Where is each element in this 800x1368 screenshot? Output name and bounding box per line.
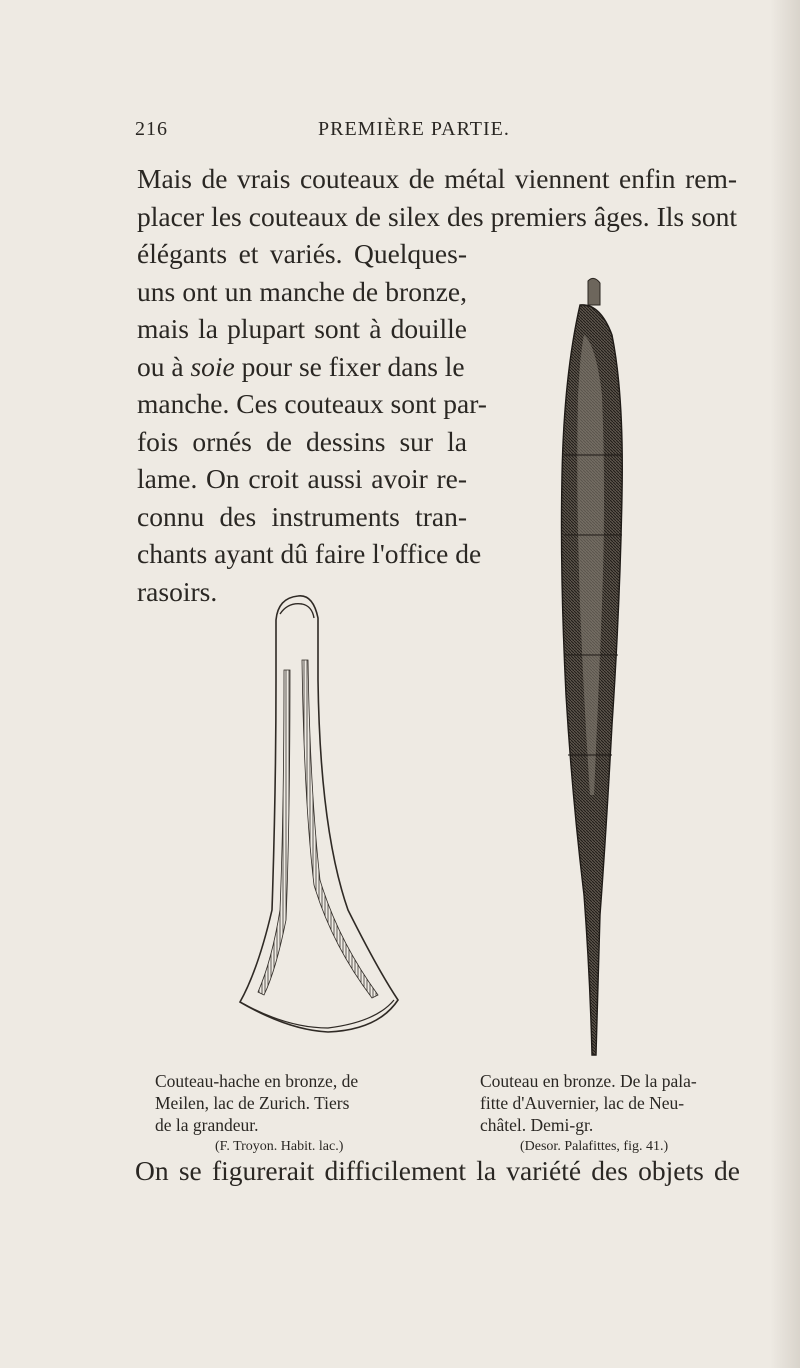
caption-line: fitte d'Auvernier, lac de Neu- [480,1093,685,1113]
page-edge-shadow [770,0,800,1368]
text-line: Mais de vrais couteaux de métal viennent enfin rem- [137,163,737,194]
text-line: mais la plupart sont à douille [137,313,467,344]
bronze-knife-illustration [550,275,640,1065]
text-line: chants ayant dû faire l'office de [137,538,482,569]
page-header [135,118,735,148]
caption-source: (Desor. Palafittes, fig. 41.) [520,1139,669,1154]
italic-term-soie: soie [190,350,235,382]
text-fragment: pour se fixer dans le [234,350,465,382]
text-line: rasoirs. [137,575,218,607]
figure-caption-left [155,1070,455,1158]
text-line: uns ont un manche de bronze, [137,275,467,307]
caption-line: Couteau-hache en bronze, de [155,1071,359,1091]
running-head: PREMIÈRE PARTIE. [318,118,510,140]
text-line: élégants et variés. Quelques- [137,238,467,269]
text-fragment: ou à [137,350,191,382]
text-line: fois ornés de dessins sur la [137,425,467,457]
text-line: manche. Ces couteaux sont par- [137,388,487,419]
caption-line: Meilen, lac de Zurich. Tiers [155,1093,350,1113]
text-line: lame. On croit aussi avoir re- [137,463,467,494]
caption-line: châtel. Demi-gr. [480,1115,594,1135]
figure-caption-right [480,1070,780,1158]
caption-line: de la grandeur. [155,1115,259,1135]
axe-knife-illustration [228,590,408,1050]
text-line: connu des instruments tran- [137,500,467,532]
caption-source: (F. Troyon. Habit. lac.) [215,1139,344,1154]
bottom-paragraph: On se figurerait difficilement la variété des objets de [135,1155,740,1186]
text-line [137,348,467,386]
caption-line: Couteau en bronze. De la pala- [480,1071,697,1091]
main-paragraph [137,160,737,610]
page-number: 216 [135,118,168,140]
text-line: placer les couteaux de silex des premiers âges. Ils sont [137,200,737,232]
